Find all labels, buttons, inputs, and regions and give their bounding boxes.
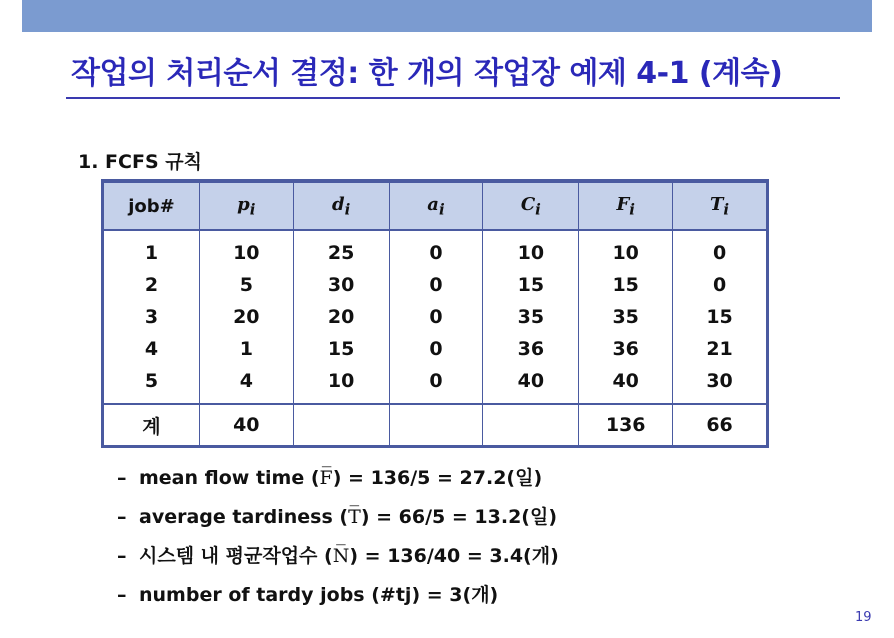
table-cell: 2 [104, 269, 200, 301]
table-row [104, 365, 767, 404]
table-body [104, 230, 767, 404]
table-row [104, 230, 767, 269]
table-cell: 4 [199, 365, 293, 404]
table-cell: 15 [483, 269, 579, 301]
header-t: $T_i$ [673, 182, 767, 230]
table-cell: 36 [483, 333, 579, 365]
table-cell: 21 [673, 333, 767, 365]
total-d [293, 404, 389, 446]
section-heading: 1. FCFS 규칙 [78, 151, 202, 173]
header-job: job# [104, 182, 200, 230]
header-a: $a_i$ [389, 182, 483, 230]
table-cell: 15 [579, 269, 673, 301]
header-d: $d_i$ [293, 182, 389, 230]
table-cell: 30 [293, 269, 389, 301]
table-cell: 20 [293, 301, 389, 333]
header-f: $F_i$ [579, 182, 673, 230]
total-p: 40 [199, 404, 293, 446]
table-cell: 40 [579, 365, 673, 404]
table-cell: 0 [389, 301, 483, 333]
table-cell: 40 [483, 365, 579, 404]
title-underline [66, 97, 840, 99]
table-cell: 0 [673, 269, 767, 301]
table-cell: 4 [104, 333, 200, 365]
table-cell: 0 [389, 269, 483, 301]
top-banner [22, 0, 872, 32]
metrics-list [117, 463, 559, 619]
total-row [104, 404, 767, 446]
table-cell: 3 [104, 301, 200, 333]
table-cell: 10 [293, 365, 389, 404]
table-cell: 0 [389, 365, 483, 404]
table-cell: 10 [579, 230, 673, 269]
metric-tardy-jobs: – number of tardy jobs (#tj) = 3(개) [117, 584, 499, 606]
header-c: $C_i$ [483, 182, 579, 230]
table-cell: 0 [389, 230, 483, 269]
total-label: 계 [104, 404, 200, 446]
table-cell: 15 [293, 333, 389, 365]
table-cell: 15 [673, 301, 767, 333]
table-row [104, 269, 767, 301]
table-cell: 5 [199, 269, 293, 301]
metric-average-tardiness: – average tardiness (T̅) = 66/5 = 13.2(일) [117, 506, 558, 528]
table-row [104, 301, 767, 333]
table-cell: 5 [104, 365, 200, 404]
table-cell: 1 [199, 333, 293, 365]
table-row [104, 333, 767, 365]
table-cell: 35 [579, 301, 673, 333]
total-c [483, 404, 579, 446]
table-cell: 0 [389, 333, 483, 365]
table-cell: 35 [483, 301, 579, 333]
total-a [389, 404, 483, 446]
table-cell: 20 [199, 301, 293, 333]
total-f: 136 [579, 404, 673, 446]
table-cell: 10 [199, 230, 293, 269]
page-number: 19 [855, 610, 872, 625]
header-p: $p_i$ [199, 182, 293, 230]
table-cell: 0 [673, 230, 767, 269]
total-t: 66 [673, 404, 767, 446]
fcfs-table [103, 181, 767, 446]
table-cell: 36 [579, 333, 673, 365]
metric-mean-flow-time: – mean flow time (F̅) = 136/5 = 27.2(일) [117, 467, 543, 489]
table-header-row [104, 182, 767, 230]
table-cell: 10 [483, 230, 579, 269]
metric-avg-jobs-in-system: – 시스템 내 평균작업수 (N̅) = 136/40 = 3.4(개) [117, 545, 559, 567]
table-cell: 30 [673, 365, 767, 404]
table-cell: 1 [104, 230, 200, 269]
table-cell: 25 [293, 230, 389, 269]
page-title: 작업의 처리순서 결정: 한 개의 작업장 예제 4-1 (계속) [71, 56, 783, 91]
